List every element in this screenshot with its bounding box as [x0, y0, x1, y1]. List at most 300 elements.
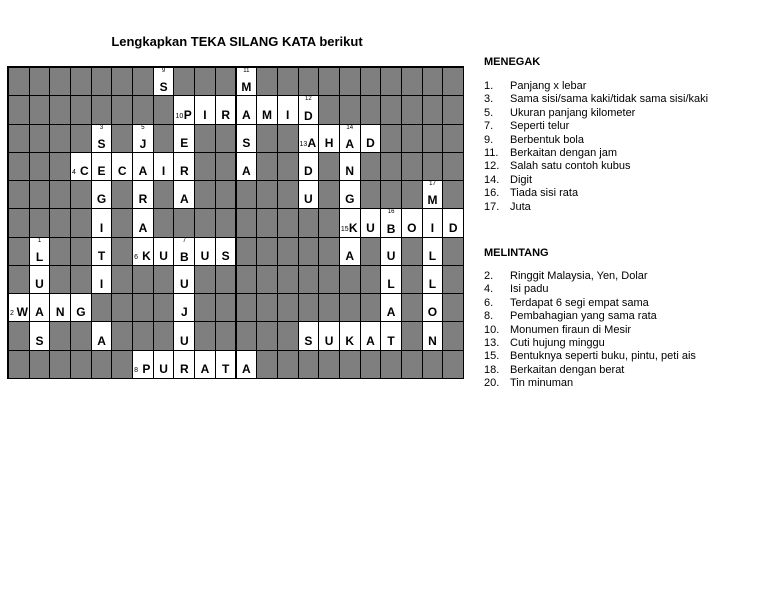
- grid-cell[interactable]: [132, 350, 154, 379]
- across-clue: [484, 310, 657, 323]
- blocked-cell: [277, 321, 299, 350]
- clue-num: 11.: [484, 147, 499, 159]
- blocked-cell: [422, 95, 444, 124]
- blocked-cell: [194, 152, 216, 181]
- clue-num: 6.: [484, 296, 494, 309]
- clue-num: 7.: [484, 120, 494, 133]
- grid-cell[interactable]: [339, 208, 361, 237]
- clue-text: Berkaitan dengan jam: [510, 147, 618, 159]
- grid-cell[interactable]: [132, 180, 154, 209]
- grid-cell[interactable]: [236, 67, 258, 96]
- cell-letter: K: [348, 220, 358, 235]
- blocked-cell: [111, 67, 133, 96]
- blocked-cell: [236, 237, 258, 266]
- blocked-cell: [256, 67, 278, 96]
- blocked-cell: [298, 67, 320, 96]
- blocked-cell: [215, 180, 237, 209]
- cell-letter: U: [366, 220, 375, 235]
- cell-letter: A: [138, 220, 148, 235]
- grid-cell[interactable]: [91, 180, 113, 209]
- grid-cell[interactable]: [91, 208, 113, 237]
- blocked-cell: [153, 265, 175, 294]
- grid-cell[interactable]: [298, 321, 320, 350]
- cell-letter: U: [179, 333, 189, 348]
- clue-text: Berbentuk bola: [510, 133, 584, 146]
- cell-letter: L: [35, 249, 44, 264]
- cell-letter: S: [304, 333, 313, 348]
- grid-cell[interactable]: [49, 293, 71, 322]
- cell-letter: S: [221, 248, 230, 263]
- grid-cell[interactable]: [236, 152, 258, 181]
- blocked-cell: [111, 265, 133, 294]
- blocked-cell: [70, 180, 92, 209]
- blocked-cell: [132, 293, 154, 322]
- clue-num: 1.: [484, 80, 494, 92]
- grid-cell[interactable]: [339, 152, 361, 181]
- grid-cell[interactable]: [132, 152, 154, 181]
- cell-letter: K: [345, 333, 355, 348]
- cell-letter: U: [200, 248, 210, 263]
- cell-letter: G: [345, 192, 355, 207]
- grid-cell[interactable]: [318, 124, 340, 153]
- grid-cell[interactable]: [173, 265, 195, 294]
- blocked-cell: [49, 152, 71, 181]
- blocked-cell: [29, 124, 51, 153]
- blocked-cell: [380, 124, 402, 153]
- blocked-cell: [111, 350, 133, 379]
- grid-cell[interactable]: [215, 95, 237, 124]
- grid-cell[interactable]: [8, 293, 30, 322]
- clue-number: 17: [429, 181, 436, 188]
- cell-letter: I: [286, 107, 290, 122]
- blocked-cell: [215, 208, 237, 237]
- blocked-cell: [29, 152, 51, 181]
- page-title: Lengkapkan TEKA SILANG KATA berikut: [111, 34, 363, 49]
- blocked-cell: [49, 180, 71, 209]
- clue-number: 12: [305, 96, 312, 103]
- blocked-cell: [70, 124, 92, 153]
- cell-letter: R: [221, 107, 230, 122]
- grid-cell[interactable]: [318, 321, 340, 350]
- blocked-cell: [442, 321, 464, 350]
- grid-cell[interactable]: [29, 265, 51, 294]
- grid-cell[interactable]: [422, 321, 444, 350]
- blocked-cell: [401, 293, 423, 322]
- grid-cell[interactable]: [91, 321, 113, 350]
- blocked-cell: [29, 208, 51, 237]
- blocked-cell: [194, 293, 216, 322]
- blocked-cell: [256, 293, 278, 322]
- blocked-cell: [256, 237, 278, 266]
- grid-cell[interactable]: [132, 124, 154, 153]
- grid-cell[interactable]: [153, 350, 175, 379]
- cell-letter: A: [200, 361, 210, 376]
- blocked-cell: [277, 152, 299, 181]
- grid-cell[interactable]: [173, 321, 195, 350]
- blocked-cell: [70, 321, 92, 350]
- crossword-grid: [7, 66, 464, 379]
- clue-number: 4: [72, 169, 76, 177]
- blocked-cell: [215, 152, 237, 181]
- grid-cell[interactable]: [360, 124, 382, 153]
- grid-cell[interactable]: [29, 237, 51, 266]
- clue-number: 13: [299, 140, 308, 148]
- blocked-cell: [49, 265, 71, 294]
- blocked-cell: [215, 321, 237, 350]
- grid-cell[interactable]: [132, 237, 154, 266]
- cell-letter: J: [180, 305, 188, 320]
- blocked-cell: [194, 208, 216, 237]
- blocked-cell: [401, 152, 423, 181]
- blocked-cell: [318, 152, 340, 181]
- blocked-cell: [49, 350, 71, 379]
- blocked-cell: [132, 67, 154, 96]
- blocked-cell: [111, 180, 133, 209]
- blocked-cell: [236, 180, 258, 209]
- grid-cell[interactable]: [215, 350, 237, 379]
- down-clue: [484, 80, 586, 93]
- clue-number: 7: [182, 237, 186, 244]
- grid-cell[interactable]: [298, 124, 320, 153]
- cell-letter: U: [159, 248, 168, 263]
- grid-cell[interactable]: [215, 237, 237, 266]
- clue-num: 3.: [484, 93, 494, 106]
- blocked-cell: [298, 293, 320, 322]
- grid-cell[interactable]: [132, 208, 154, 237]
- clue-text: Ringgit Malaysia, Yen, Dolar: [510, 270, 648, 282]
- blocked-cell: [277, 124, 299, 153]
- cell-letter: C: [117, 164, 127, 179]
- clue-num: 17.: [484, 200, 500, 213]
- blocked-cell: [111, 237, 133, 266]
- clue-num: 16.: [484, 187, 500, 200]
- clue-num: 12.: [484, 160, 500, 173]
- grid-cell[interactable]: [380, 321, 402, 350]
- grid-cell[interactable]: [236, 124, 258, 153]
- clue-text: Terdapat 6 segi empat sama: [510, 296, 649, 309]
- blocked-cell: [442, 95, 464, 124]
- cell-letter: N: [345, 164, 355, 179]
- clue-number: 1: [37, 237, 42, 244]
- blocked-cell: [8, 180, 30, 209]
- cell-letter: R: [179, 361, 189, 376]
- grid-cell[interactable]: [422, 237, 444, 266]
- cell-letter: S: [242, 135, 251, 150]
- blocked-cell: [442, 67, 464, 96]
- blocked-cell: [277, 293, 299, 322]
- grid-cell[interactable]: [380, 265, 402, 294]
- grid-cell[interactable]: [173, 293, 195, 322]
- blocked-cell: [8, 350, 30, 379]
- blocked-cell: [298, 265, 320, 294]
- blocked-cell: [339, 293, 361, 322]
- clue-number: 5: [141, 124, 145, 131]
- blocked-cell: [360, 180, 382, 209]
- down-clue: [484, 107, 635, 120]
- blocked-cell: [422, 124, 444, 153]
- blocked-cell: [401, 180, 423, 209]
- blocked-cell: [360, 95, 382, 124]
- across-clue: [484, 337, 605, 350]
- blocked-cell: [339, 350, 361, 379]
- blocked-cell: [194, 180, 216, 209]
- cell-letter: I: [99, 220, 104, 235]
- blocked-cell: [8, 265, 30, 294]
- grid-cell[interactable]: [360, 321, 382, 350]
- grid-cell[interactable]: [256, 95, 278, 124]
- blocked-cell: [442, 152, 464, 181]
- grid-cell[interactable]: [111, 152, 133, 181]
- cell-letter: M: [262, 107, 272, 122]
- across-clue: [484, 364, 624, 377]
- grid-cell[interactable]: [339, 321, 361, 350]
- clue-text: Pembahagian yang sama rata: [510, 310, 657, 323]
- clue-num: 2.: [484, 270, 494, 282]
- clue-num: 13.: [484, 337, 500, 349]
- grid-cell[interactable]: [153, 152, 175, 181]
- clue-number: 11: [243, 68, 250, 74]
- grid-cell[interactable]: [194, 237, 216, 266]
- blocked-cell: [70, 95, 92, 124]
- blocked-cell: [277, 67, 299, 96]
- grid-cell[interactable]: [298, 95, 320, 124]
- clue-number: 8: [134, 366, 138, 374]
- blocked-cell: [318, 350, 340, 379]
- cell-letter: U: [159, 361, 168, 376]
- cell-letter: H: [324, 135, 334, 150]
- blocked-cell: [153, 124, 175, 153]
- cell-letter: D: [304, 108, 313, 123]
- blocked-cell: [8, 237, 30, 266]
- grid-cell[interactable]: [422, 293, 444, 322]
- grid-cell[interactable]: [401, 208, 423, 237]
- cell-letter: P: [183, 107, 192, 122]
- across-clue: [484, 270, 648, 283]
- blocked-cell: [215, 124, 237, 153]
- blocked-cell: [360, 350, 382, 379]
- grid-cell[interactable]: [153, 237, 175, 266]
- grid-cell[interactable]: [173, 152, 195, 181]
- cell-letter: A: [242, 361, 251, 376]
- blocked-cell: [318, 293, 340, 322]
- blocked-cell: [91, 67, 113, 96]
- blocked-cell: [29, 350, 51, 379]
- cell-letter: K: [142, 248, 151, 263]
- grid-cell[interactable]: [173, 95, 195, 124]
- blocked-cell: [339, 265, 361, 294]
- cell-letter: L: [428, 248, 437, 263]
- blocked-cell: [256, 124, 278, 153]
- grid-cell[interactable]: [91, 124, 113, 153]
- grid-cell[interactable]: [339, 237, 361, 266]
- cell-letter: C: [80, 164, 89, 179]
- blocked-cell: [318, 265, 340, 294]
- cell-letter: J: [139, 136, 147, 151]
- grid-cell[interactable]: [422, 208, 444, 237]
- blocked-cell: [401, 350, 423, 379]
- cell-letter: W: [16, 305, 28, 320]
- cell-letter: O: [427, 305, 438, 320]
- cell-letter: U: [386, 248, 396, 263]
- down-heading: MENEGAK: [484, 56, 541, 68]
- clue-text: Panjang x lebar: [510, 80, 587, 92]
- grid-cell[interactable]: [91, 237, 113, 266]
- grid-cell[interactable]: [380, 237, 402, 266]
- grid-cell[interactable]: [70, 152, 92, 181]
- clue-text: Salah satu contoh kubus: [510, 160, 631, 173]
- blocked-cell: [401, 321, 423, 350]
- grid-cell[interactable]: [194, 95, 216, 124]
- blocked-cell: [442, 180, 464, 209]
- blocked-cell: [318, 180, 340, 209]
- blocked-cell: [173, 208, 195, 237]
- blocked-cell: [401, 237, 423, 266]
- clue-text: Tiada sisi rata: [510, 187, 579, 200]
- across-heading: MELINTANG: [484, 247, 549, 259]
- grid-cell[interactable]: [173, 350, 195, 379]
- grid-cell[interactable]: [70, 293, 92, 322]
- clue-number: 14: [346, 124, 354, 131]
- clue-text: Juta: [510, 200, 531, 213]
- cell-letter: M: [241, 80, 252, 95]
- grid-cell[interactable]: [236, 95, 258, 124]
- blocked-cell: [215, 293, 237, 322]
- grid-cell[interactable]: [380, 293, 402, 322]
- blocked-cell: [236, 265, 258, 294]
- cell-letter: D: [366, 135, 375, 150]
- blocked-cell: [8, 152, 30, 181]
- grid-cell[interactable]: [422, 265, 444, 294]
- grid-cell[interactable]: [173, 180, 195, 209]
- grid-cell[interactable]: [339, 124, 361, 153]
- blocked-cell: [256, 350, 278, 379]
- blocked-cell: [277, 180, 299, 209]
- blocked-cell: [91, 293, 113, 322]
- blocked-cell: [153, 95, 175, 124]
- blocked-cell: [256, 152, 278, 181]
- cell-letter: A: [345, 248, 355, 263]
- grid-cell[interactable]: [298, 152, 320, 181]
- blocked-cell: [111, 321, 133, 350]
- cell-letter: A: [345, 136, 355, 151]
- grid-cell[interactable]: [277, 95, 299, 124]
- clue-number: 6: [134, 253, 138, 261]
- clue-number: 9: [161, 68, 166, 74]
- cell-letter: A: [179, 192, 189, 207]
- grid-cell[interactable]: [380, 208, 402, 237]
- blocked-cell: [49, 208, 71, 237]
- cell-letter: U: [304, 192, 313, 207]
- clue-text: Ukuran panjang kilometer: [510, 106, 636, 119]
- blocked-cell: [70, 265, 92, 294]
- grid-cell[interactable]: [236, 350, 258, 379]
- grid-cell[interactable]: [29, 293, 51, 322]
- blocked-cell: [318, 237, 340, 266]
- grid-cell[interactable]: [173, 237, 195, 266]
- blocked-cell: [153, 321, 175, 350]
- blocked-cell: [318, 95, 340, 124]
- blocked-cell: [360, 152, 382, 181]
- cell-letter: L: [428, 277, 437, 292]
- blocked-cell: [442, 293, 464, 322]
- grid-cell[interactable]: [298, 180, 320, 209]
- clue-num: 14.: [484, 173, 500, 186]
- cell-letter: I: [161, 164, 166, 179]
- cell-letter: I: [430, 220, 435, 235]
- clue-num: 18.: [484, 363, 500, 376]
- blocked-cell: [380, 180, 402, 209]
- blocked-cell: [111, 293, 133, 322]
- blocked-cell: [8, 208, 30, 237]
- blocked-cell: [422, 152, 444, 181]
- clue-text: Sama sisi/sama kaki/tidak sama sisi/kaki: [510, 93, 709, 106]
- blocked-cell: [380, 67, 402, 96]
- blocked-cell: [298, 208, 320, 237]
- blocked-cell: [422, 67, 444, 96]
- clue-text: Berkaitan dengan berat: [510, 363, 625, 376]
- blocked-cell: [70, 237, 92, 266]
- grid-cell[interactable]: [91, 152, 113, 181]
- blocked-cell: [318, 67, 340, 96]
- down-clue: [484, 160, 630, 173]
- clue-number: 10: [175, 112, 184, 120]
- clue-number: 16: [387, 209, 395, 216]
- blocked-cell: [236, 321, 258, 350]
- blocked-cell: [236, 293, 258, 322]
- blocked-cell: [380, 152, 402, 181]
- cell-letter: U: [179, 277, 189, 292]
- blocked-cell: [132, 321, 154, 350]
- grid-cell[interactable]: [91, 265, 113, 294]
- grid-cell[interactable]: [422, 180, 444, 209]
- grid-cell[interactable]: [153, 67, 175, 96]
- clue-text: Cuti hujung minggu: [510, 337, 605, 349]
- blocked-cell: [29, 67, 51, 96]
- cell-letter: I: [203, 107, 207, 122]
- cell-letter: T: [97, 248, 106, 263]
- blocked-cell: [236, 208, 258, 237]
- grid-cell[interactable]: [339, 180, 361, 209]
- blocked-cell: [339, 67, 361, 96]
- grid-cell[interactable]: [194, 350, 216, 379]
- blocked-cell: [194, 321, 216, 350]
- blocked-cell: [8, 124, 30, 153]
- blocked-cell: [194, 124, 216, 153]
- cell-letter: L: [387, 277, 395, 292]
- blocked-cell: [8, 67, 30, 96]
- blocked-cell: [339, 95, 361, 124]
- blocked-cell: [442, 124, 464, 153]
- blocked-cell: [132, 95, 154, 124]
- grid-cell[interactable]: [173, 124, 195, 153]
- cell-letter: A: [242, 164, 251, 179]
- blocked-cell: [194, 67, 216, 96]
- cell-letter: P: [142, 361, 151, 376]
- clue-text: Isi padu: [510, 283, 549, 296]
- clue-num: 20.: [484, 377, 500, 390]
- blocked-cell: [8, 95, 30, 124]
- cell-letter: E: [97, 164, 106, 179]
- clue-text: Bentuknya seperti buku, pintu, peti ais: [510, 350, 696, 363]
- down-clue: [484, 174, 532, 187]
- grid-cell[interactable]: [442, 208, 464, 237]
- grid-cell[interactable]: [360, 208, 382, 237]
- cell-letter: G: [76, 305, 86, 320]
- blocked-cell: [194, 265, 216, 294]
- grid-cell[interactable]: [29, 321, 51, 350]
- blocked-cell: [153, 180, 175, 209]
- across-clue: [484, 297, 649, 310]
